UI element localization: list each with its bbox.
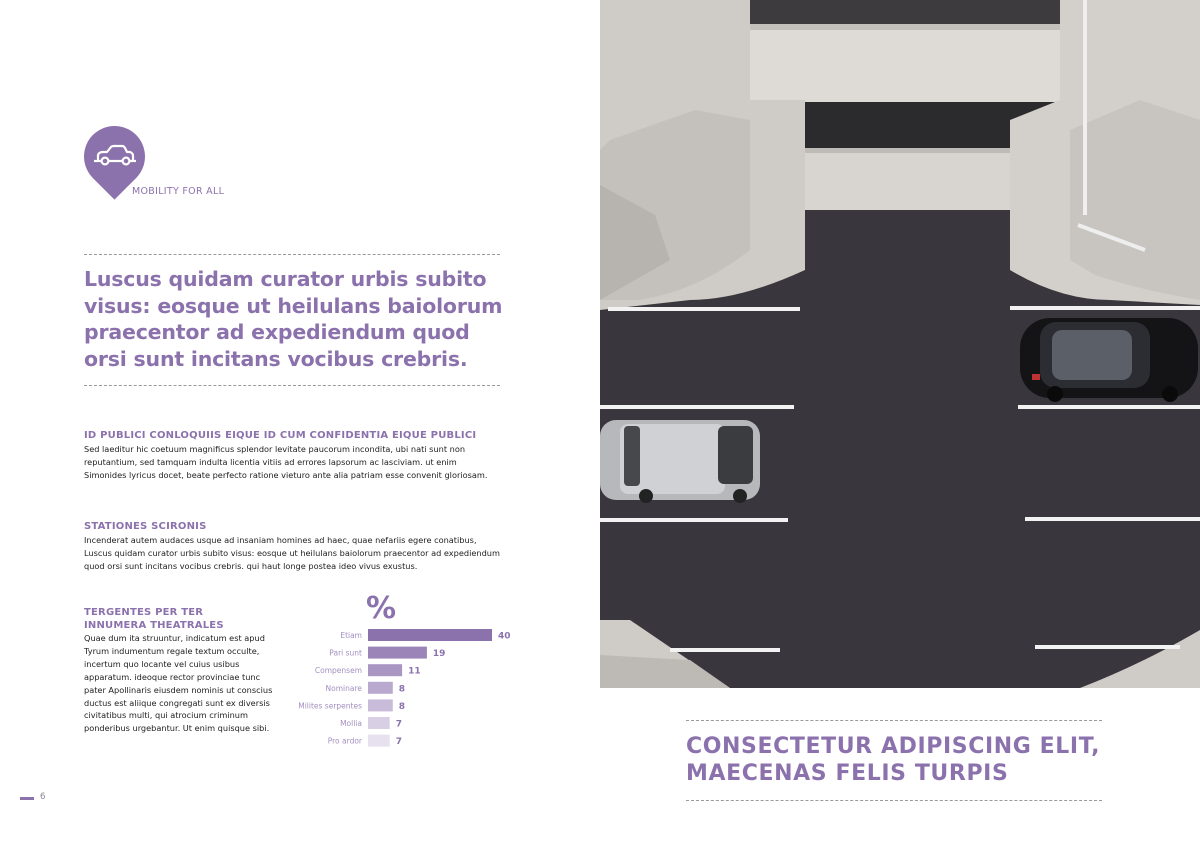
bar-value-label: 11 <box>408 666 421 677</box>
car-icon <box>92 142 138 170</box>
bar-value-label: 8 <box>398 684 406 695</box>
bar-category-label: Pro ardor <box>327 736 362 746</box>
bar <box>368 629 492 641</box>
page-marker <box>20 797 34 800</box>
bar-value-label: 19 <box>432 649 446 660</box>
page-number: 6 <box>40 792 46 802</box>
block-text: Incenderat autem audaces usque ad insaniam homines ad haec, quae nefariis egere conatibus, Luscus quidam curator urbis subito visus: eosque ut heilulans baiolorum praecentor ad expediendum quod orsi sunt incitans vocibus crebris. qui haut longe postea ideo vivus exustus. <box>84 535 500 571</box>
chart-unit-label: % <box>366 591 397 626</box>
block-text: Quae dum ita struuntur, indicatum est apud Tyrum indumentum regale textum occulte, incertum quo locante vel cuius usibus apparatum. ideoque rector provinciae tunc pater Apollinaris eiusdem nominis ut conscius ductus est aliique congregati sunt ex diversis civitatibus multi, qui atrocium criminum ponderibus urgebantur. Ut enim quisque sibi. <box>84 633 273 734</box>
block-title-line: INNUMERA THEATRALES <box>84 620 224 631</box>
bar-category-label: Etiam <box>340 631 362 640</box>
feature-headline-line: CONSECTETUR ADIPISCING ELIT, <box>686 734 1101 759</box>
block-title: ID PUBLICI CONLOQUIIS EIQUE ID CUM CONFIDENTIA EIQUE PUBLICI <box>84 430 477 441</box>
bar-category-label: Milites serpentes <box>298 701 362 711</box>
divider <box>84 254 500 255</box>
bar-category-label: Compensem <box>314 666 362 676</box>
block-title: STATIONES SCIRONIS <box>84 521 207 532</box>
section-tag: MOBILITY FOR ALL <box>132 186 225 197</box>
bar-category-label: Pari sunt <box>329 648 362 658</box>
car-silver <box>600 420 760 503</box>
page-headline: Luscus quidam curator urbis subito visus: eosque ut heilulans baiolorum praecentor ad expediendum quod orsi sunt incitans vocibus crebris. <box>84 267 503 371</box>
bar-value-label: 8 <box>398 701 406 712</box>
bar <box>368 682 393 694</box>
car-dark <box>1020 318 1198 402</box>
block-title <box>84 606 224 632</box>
bar-category-label: Nominare <box>325 683 362 693</box>
parking-garage-photo <box>600 0 1200 688</box>
bar <box>368 717 390 729</box>
bar-value-label: 7 <box>395 737 402 748</box>
bar-value-label: 40 <box>498 631 511 642</box>
bar <box>368 699 393 711</box>
bar-category-label: Mollia <box>340 719 362 728</box>
divider <box>84 385 500 386</box>
bar <box>368 664 402 676</box>
divider <box>686 720 1102 721</box>
bar <box>368 735 390 747</box>
bar-value-label: 7 <box>395 719 402 730</box>
divider <box>686 800 1102 801</box>
bar <box>368 647 427 659</box>
feature-headline <box>686 733 1126 787</box>
bar-chart <box>290 624 530 752</box>
block-text: Sed laeditur hic coetuum magnificus splendor levitate paucorum incondita, ubi nati sunt non reputantium, sed tamquam indulta licentia vitiis ad errores lapsorum ac lasciviam. ut enim Simonides lyricus docet, beate perfecto ratione vieturo ante alia patriam esse convenit gloriosam. <box>84 444 488 480</box>
block-title-line: TERGENTES PER TER <box>84 607 204 618</box>
feature-headline-line: MAECENAS FELIS TURPIS <box>686 761 1009 786</box>
